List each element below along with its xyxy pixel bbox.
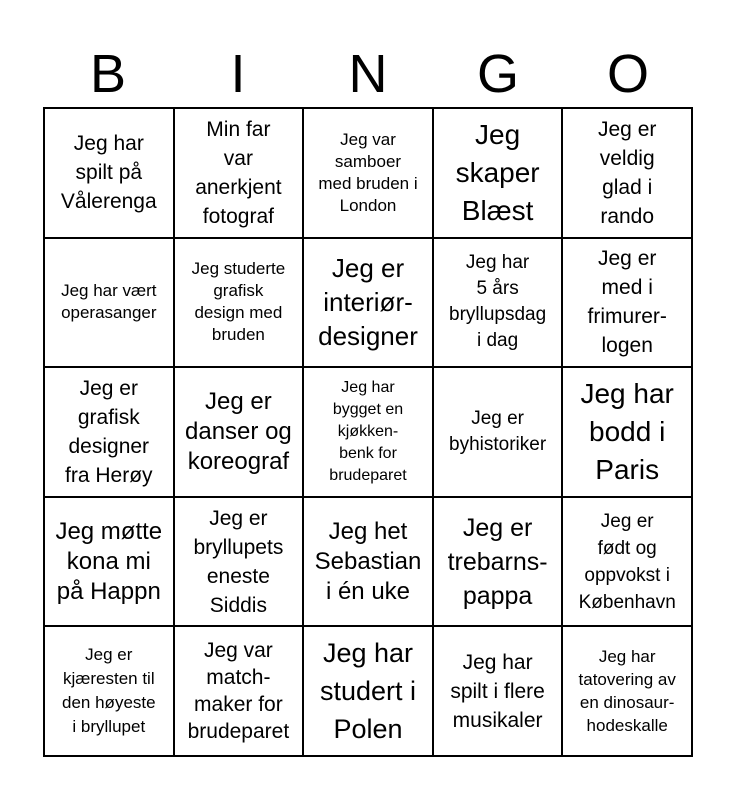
cell-text: Jeg er født og oppvokst i København (578, 510, 676, 613)
bingo-cell[interactable] (174, 497, 304, 627)
bingo-cell[interactable] (303, 238, 433, 368)
header-letter-o: O (606, 44, 649, 104)
bingo-cell[interactable] (44, 108, 174, 238)
header-letter-b: B (89, 44, 127, 104)
cell-text: Jeg er bryllupets eneste Siddis (193, 506, 284, 617)
bingo-cell[interactable] (303, 108, 433, 238)
cell-text: Jeg er interiør- designer (318, 253, 418, 352)
bingo-grid (43, 107, 693, 757)
bingo-cell[interactable] (562, 626, 692, 756)
bingo-cell[interactable] (303, 497, 433, 627)
cell-text: Jeg er danser og koreograf (185, 387, 292, 475)
bingo-cell[interactable] (433, 108, 563, 238)
cell-text: Jeg har 5 års bryllupsdag i dag (449, 252, 547, 352)
cell-text: Jeg er byhistoriker (449, 407, 547, 455)
bingo-cell[interactable] (562, 367, 692, 497)
bingo-cell[interactable] (44, 626, 174, 756)
cell-text: Jeg møtte kona mi på Happn (55, 517, 163, 605)
bingo-cell[interactable] (562, 497, 692, 627)
cell-text: Jeg er kjæresten til den høyeste i bryllupet (62, 645, 156, 737)
header-letter-g: G (476, 44, 519, 104)
bingo-cell[interactable] (433, 626, 563, 756)
bingo-cell[interactable] (562, 238, 692, 368)
bingo-cell[interactable] (174, 238, 304, 368)
bingo-cell[interactable] (174, 626, 304, 756)
bingo-cell[interactable] (303, 626, 433, 756)
cell-text: Jeg har bygget en kjøkken- benk for brudeparet (329, 378, 407, 484)
cell-text: Jeg var samboer med bruden i London (318, 129, 418, 215)
cell-text: Jeg har studert i Polen (319, 638, 417, 745)
cell-text: Jeg var match- maker for brudeparet (187, 639, 290, 744)
bingo-cell[interactable] (44, 367, 174, 497)
header-letter-i: I (230, 44, 246, 104)
bingo-cell[interactable] (44, 497, 174, 627)
cell-text: Jeg studerte grafisk design med bruden (191, 259, 286, 345)
cell-text: Jeg er med i frimurer- logen (587, 247, 667, 358)
cell-text: Jeg har spilt på Vålerenga (60, 132, 157, 214)
cell-text: Jeg har vært operasanger (61, 281, 157, 323)
cell-text: Jeg het Sebastian i én uke (314, 517, 422, 605)
bingo-cell[interactable] (433, 238, 563, 368)
bingo-cell[interactable] (433, 497, 563, 627)
bingo-cell[interactable] (174, 108, 304, 238)
bingo-cell[interactable] (562, 108, 692, 238)
bingo-cell[interactable] (44, 238, 174, 368)
bingo-cell[interactable] (433, 367, 563, 497)
cell-text: Jeg er veldig glad i rando (598, 117, 657, 228)
cell-text: Jeg skaper Blæst (455, 118, 540, 226)
cell-text: Jeg har tatovering av en dinosaur- hodeskalle (578, 647, 676, 736)
cell-text: Jeg er trebarns- pappa (447, 513, 548, 610)
header-letter-n: N (348, 44, 388, 104)
cell-text: Jeg er grafisk designer fra Herøy (65, 376, 153, 487)
bingo-cell[interactable] (303, 367, 433, 497)
bingo-cell[interactable] (174, 367, 304, 497)
cell-text: Min far var anerkjent fotograf (195, 117, 282, 228)
cell-text: Jeg har bodd i Paris (580, 377, 674, 485)
cell-text: Jeg har spilt i flere musikaler (450, 650, 545, 732)
bingo-header (43, 40, 693, 108)
